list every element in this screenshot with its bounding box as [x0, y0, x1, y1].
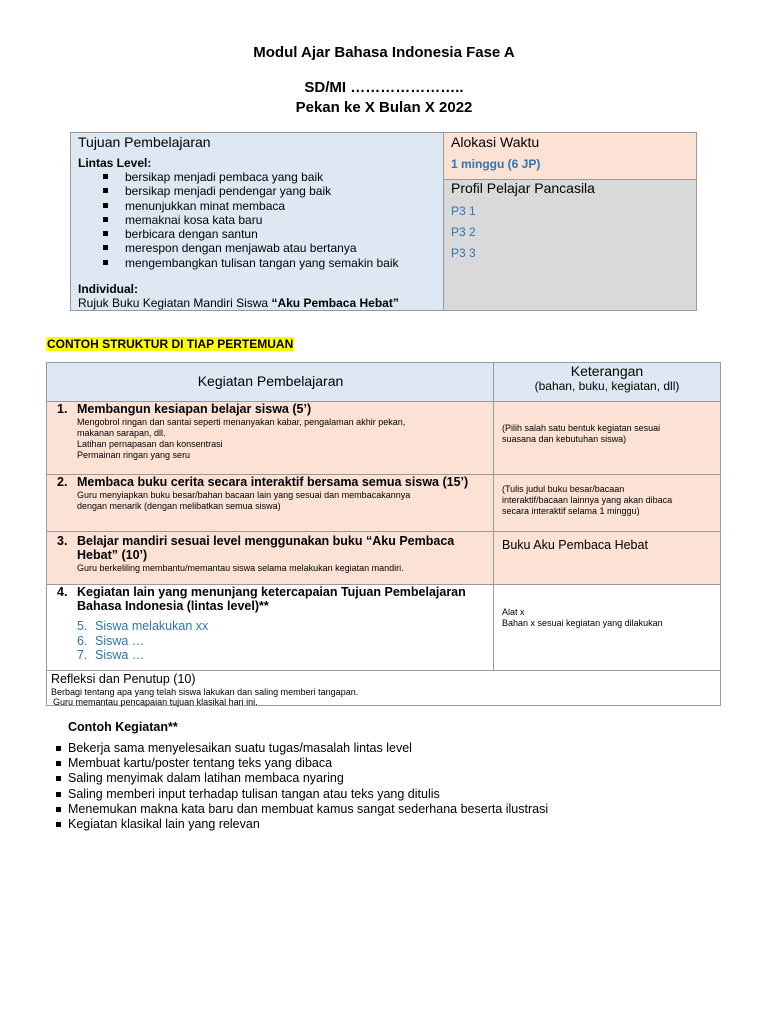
list-item: Kegiatan klasikal lain yang relevan [55, 817, 548, 832]
activity-title [57, 402, 311, 416]
sub-activity-item [77, 619, 208, 634]
activity-text: Belajar mandiri sesuai level menggunakan buku “Aku Pembaca [77, 534, 455, 548]
sub-activity-text: Siswa … [95, 648, 145, 662]
table-row [47, 475, 720, 532]
activity-detail: Guru berkeliling membantu/memantau siswa selama melakukan kegiatan mandiri. [77, 563, 404, 573]
activity-cell [47, 532, 494, 584]
sub-activity-number: 6. [77, 634, 88, 648]
list-item: memaknai kosa kata baru [101, 213, 399, 227]
activity-table [46, 362, 721, 706]
lintas-level-list [101, 170, 399, 270]
sub-activity-item [77, 634, 144, 649]
alokasi-cell [444, 133, 696, 180]
profil-item: P3 2 [451, 225, 476, 239]
note-line: (Tulis judul buku besar/bacaan [502, 484, 625, 494]
note-line: Alat x [502, 607, 525, 617]
activity-detail: dengan menarik (dengan melibatkan semua siswa) [77, 501, 281, 511]
activity-title [57, 585, 466, 599]
col2-subheader: (bahan, buku, kegiatan, dll) [534, 379, 680, 393]
refleksi-line: Berbagi tentang apa yang telah siswa lakukan dan saling memberi tangapan. [51, 687, 359, 697]
tujuan-cell [71, 133, 444, 310]
list-item: berbicara dengan santun [101, 227, 399, 241]
list-item: Membuat kartu/poster tentang teks yang dibaca [55, 756, 548, 771]
note-line: suasana dan kebutuhan siswa) [502, 434, 627, 444]
sub-activity-text: Siswa … [95, 634, 145, 648]
activity-text: Membaca buku cerita secara interaktif bersama semua siswa (15’) [77, 475, 469, 489]
note-line: interaktif/bacaan lainnya yang akan dibaca [502, 495, 673, 505]
note-line: secara interaktif selama 1 minggu) [502, 506, 640, 516]
table-header-row [47, 363, 720, 402]
activity-title-continued: Hebat” (10’) [77, 548, 148, 562]
section-heading: CONTOH STRUKTUR DI TIAP PERTEMUAN [47, 337, 294, 351]
activity-title [57, 534, 454, 548]
refleksi-title: Refleksi dan Penutup (10) [51, 672, 196, 686]
refleksi-row [47, 671, 720, 705]
col2-header: Keterangan [570, 363, 644, 379]
header-cell-kegiatan [47, 363, 494, 401]
activity-text: Kegiatan lain yang menunjang ketercapaian Tujuan Pembelajaran [77, 585, 466, 599]
week-line: Pekan ke X Bulan X 2022 [295, 99, 473, 116]
individual-label: Individual: [78, 282, 138, 296]
list-item: Bekerja sama menyelesaikan suatu tugas/masalah lintas level [55, 741, 548, 756]
book-title: “Aku Pembaca Hebat” [271, 296, 399, 310]
sub-activity-item [77, 648, 144, 663]
list-item: bersikap menjadi pembaca yang baik [101, 170, 399, 184]
profil-item: P3 1 [451, 204, 476, 218]
list-item: Saling menyimak dalam latihan membaca nyaring [55, 771, 548, 786]
table-row [47, 402, 720, 475]
note-cell [494, 475, 720, 531]
table-row [47, 532, 720, 585]
activity-title-continued: Bahasa Indonesia (lintas level)** [77, 599, 269, 613]
profil-cell [444, 180, 696, 310]
note-cell [494, 585, 720, 670]
list-item: Menemukan makna kata baru dan membuat kamus sangat sederhana beserta ilustrasi [55, 802, 548, 817]
objectives-table [70, 132, 697, 311]
list-item: merespon dengan menjawab atau bertanya [101, 241, 399, 255]
activity-cell [47, 585, 494, 670]
sub-activity-number: 7. [77, 648, 88, 662]
note-line: (Pilih salah satu bentuk kegiatan sesuai [502, 423, 661, 433]
header-cell-keterangan [494, 363, 720, 401]
table-row [47, 585, 720, 671]
activity-text: Membangun kesiapan belajar siswa (5’) [77, 402, 312, 416]
tujuan-heading: Tujuan Pembelajaran [78, 134, 211, 150]
refleksi-line: Guru memantau pencapaian tujuan klasikal hari ini. [53, 697, 258, 707]
note-cell [494, 532, 720, 584]
note-cell [494, 402, 720, 474]
activity-number: 3. [57, 534, 68, 548]
activity-number: 4. [57, 585, 68, 599]
contoh-list [55, 741, 548, 832]
list-item: menunjukkan minat membaca [101, 199, 399, 213]
sub-activity-text: Siswa melakukan xx [95, 619, 209, 633]
document-title: Modul Ajar Bahasa Indonesia Fase A [253, 44, 515, 61]
note-line: Bahan x sesuai kegiatan yang dilakukan [502, 618, 663, 628]
activity-detail: Permainan ringan yang seru [77, 450, 191, 460]
col1-header: Kegiatan Pembelajaran [197, 373, 344, 389]
alokasi-value: 1 minggu (6 JP) [451, 157, 541, 171]
activity-number: 2. [57, 475, 68, 489]
activity-detail: Latihan pernapasan dan konsentrasi [77, 439, 223, 449]
activity-cell [47, 475, 494, 531]
individual-reference [78, 296, 399, 310]
activity-title [57, 475, 468, 489]
book-note: Buku Aku Pembaca Hebat [502, 538, 648, 552]
activity-detail: makanan sarapan, dll. [77, 428, 166, 438]
profil-item: P3 3 [451, 246, 476, 260]
list-item: Saling memberi input terhadap tulisan tangan atau teks yang ditulis [55, 787, 548, 802]
contoh-heading: Contoh Kegiatan** [68, 720, 178, 734]
lintas-level-label: Lintas Level: [78, 156, 152, 170]
activity-detail: Guru menyiapkan buku besar/bahan bacaan lain yang sesuai dan membacakannya [77, 490, 411, 500]
list-item: mengembangkan tulisan tangan yang semakin baik [101, 256, 399, 270]
reference-text: Rujuk Buku Kegiatan Mandiri Siswa [78, 296, 272, 310]
activity-cell [47, 402, 494, 474]
activity-number: 1. [57, 402, 68, 416]
alokasi-heading: Alokasi Waktu [451, 134, 540, 150]
school-line: SD/MI ………………….. [304, 79, 464, 96]
profil-heading: Profil Pelajar Pancasila [451, 180, 595, 196]
activity-detail: Mengobrol ringan dan santai seperti menanyakan kabar, pengalaman akhir pekan, [77, 417, 406, 427]
list-item: bersikap menjadi pendengar yang baik [101, 184, 399, 198]
sub-activity-number: 5. [77, 619, 88, 633]
